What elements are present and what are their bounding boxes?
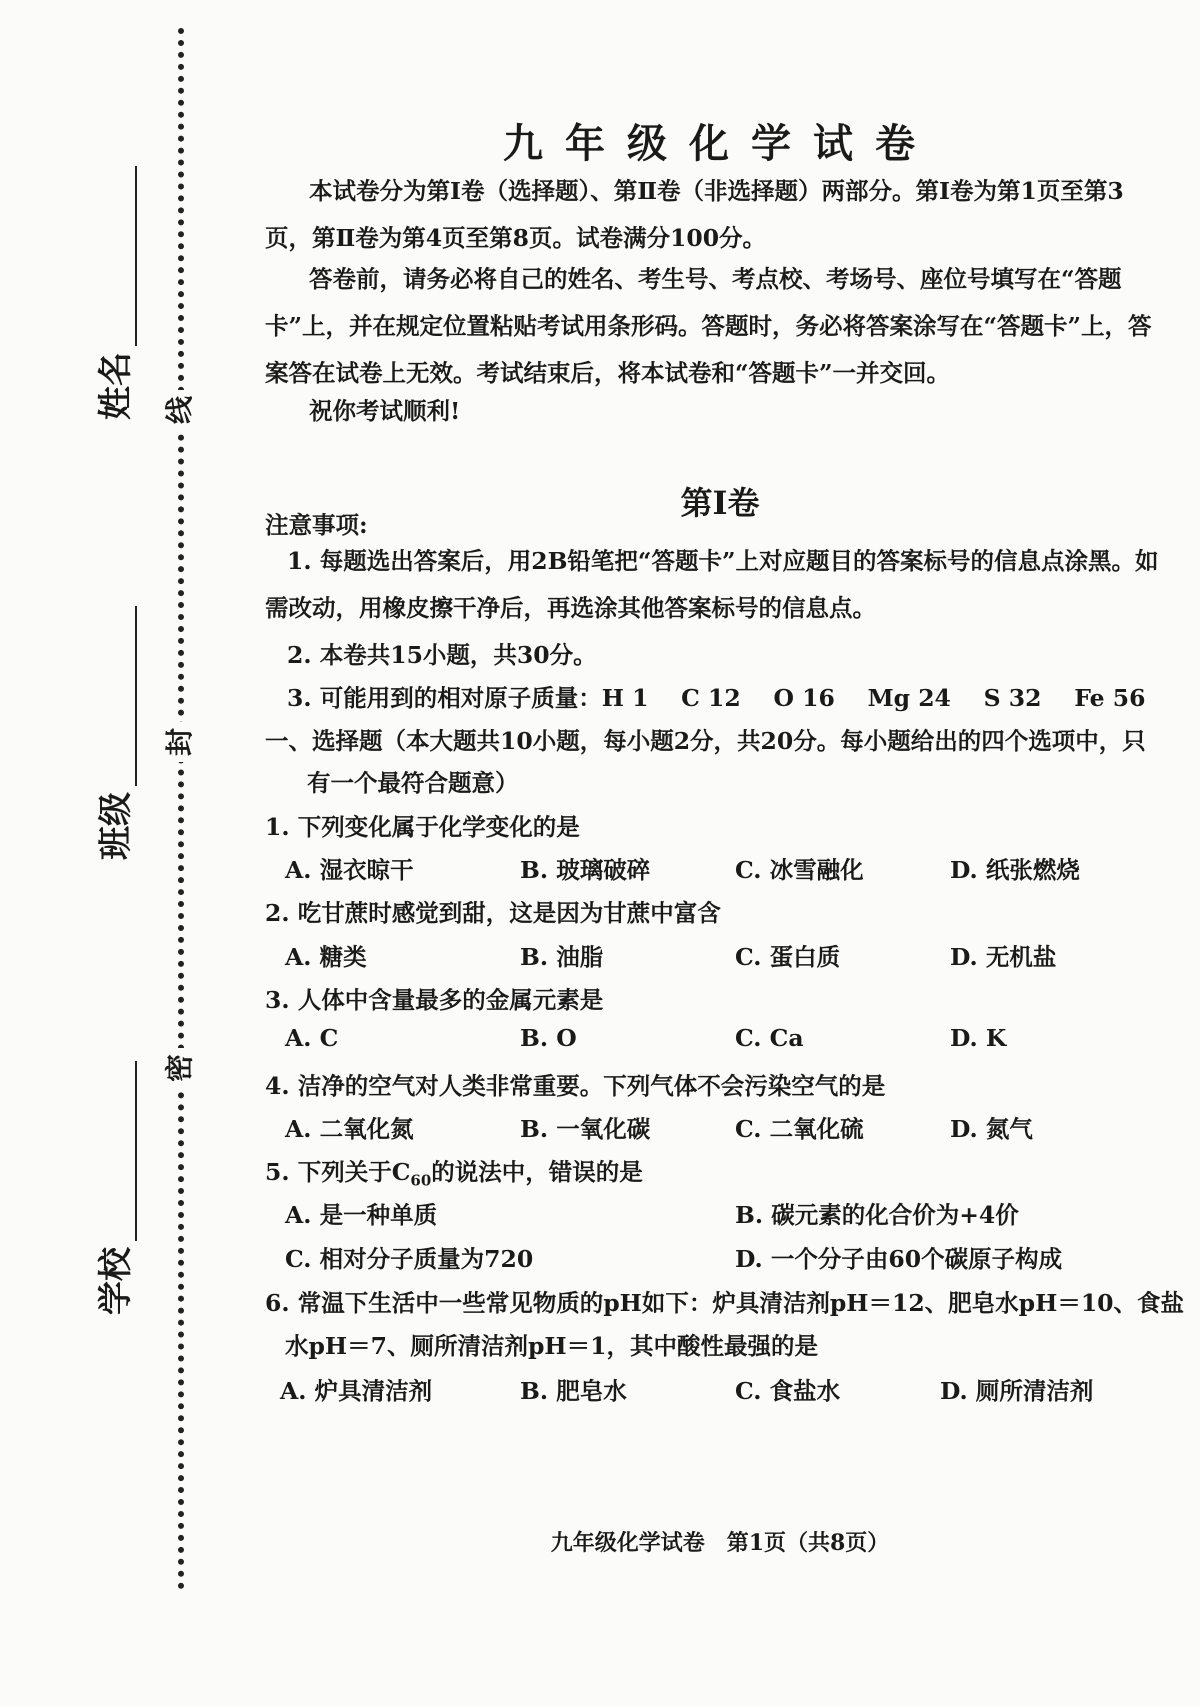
section-title: 第Ⅰ卷	[680, 484, 760, 522]
q5-option-a[interactable]: A. 是一种单质	[285, 1201, 438, 1229]
q4-option-d[interactable]: D. 氮气	[950, 1115, 1033, 1143]
question-6-stem-line1: 6. 常温下生活中一些常见物质的pH如下：炉具清洁剂pH＝12、肥皂水pH＝10、食盐	[265, 1289, 1185, 1317]
notice-heading: 注意事项:	[265, 511, 368, 539]
school-blank[interactable]	[105, 1061, 137, 1241]
q6-option-a[interactable]: A. 炉具清洁剂	[280, 1377, 433, 1405]
name-label: 姓名	[96, 352, 136, 420]
part1-heading-line1: 一、选择题（本大题共10小题，每小题2分，共20分。每小题给出的四个选项中，只	[265, 727, 1146, 755]
question-2-options	[285, 938, 1165, 972]
intro-paragraph-2: 答卷前，请务必将自己的姓名、考生号、考点校、考场号、座位号填写在“答题卡”上，并在规定位置粘贴考试用条形码。答题时，务必将答案涂写在“答题卡”上，答案答在试卷上无效。考试结束后，将本试卷和“答题卡”一并交回。	[265, 265, 1152, 387]
question-6-options	[280, 1372, 1165, 1406]
page-footer: 九年级化学试卷 第1页（共8页）	[550, 1530, 890, 1556]
notice-item-2: 2. 本卷共15小题，共30分。	[287, 641, 597, 669]
q1-option-a[interactable]: A. 湿衣晾干	[285, 856, 414, 884]
q2-option-d[interactable]: D. 无机盐	[950, 943, 1057, 971]
q6-option-b[interactable]: B. 肥皂水	[520, 1377, 627, 1405]
seal-word-mi: 密	[160, 1048, 200, 1088]
q3-option-a[interactable]: A. C	[285, 1024, 339, 1052]
school-field	[88, 1061, 137, 1315]
q5-stem-subscript: 60	[410, 1171, 432, 1190]
q5-stem-suffix: 的说法中，错误的是	[431, 1158, 643, 1186]
q4-option-c[interactable]: C. 二氧化硫	[735, 1115, 864, 1143]
class-field	[88, 606, 137, 860]
name-blank[interactable]	[105, 166, 137, 346]
question-4-stem: 4. 洁净的空气对人类非常重要。下列气体不会污染空气的是	[265, 1072, 886, 1100]
good-luck-text: 祝你考试顺利!	[309, 397, 461, 425]
q6-option-c[interactable]: C. 食盐水	[735, 1377, 841, 1405]
q1-option-c[interactable]: C. 冰雪融化	[735, 856, 864, 884]
q3-option-b[interactable]: B. O	[520, 1024, 577, 1052]
q3-option-c[interactable]: C. Ca	[735, 1024, 804, 1052]
school-label: 学校	[96, 1247, 136, 1315]
q5-stem-prefix: 5. 下列关于C	[265, 1158, 411, 1186]
q5-option-b[interactable]: B. 碳元素的化合价为+4价	[735, 1201, 1019, 1229]
question-5-options-row2	[285, 1240, 1165, 1274]
class-blank[interactable]	[105, 606, 137, 786]
q4-option-b[interactable]: B. 一氧化碳	[520, 1115, 651, 1143]
q5-option-c[interactable]: C. 相对分子质量为720	[285, 1245, 534, 1273]
name-field	[88, 166, 137, 420]
question-4-options	[285, 1110, 1165, 1144]
q3-option-d[interactable]: D. K	[950, 1024, 1007, 1052]
question-1-stem: 1. 下列变化属于化学变化的是	[265, 813, 580, 841]
binding-dotted-line	[178, 28, 184, 1590]
intro-paragraph-1: 本试卷分为第Ⅰ卷（选择题）、第Ⅱ卷（非选择题）两部分。第Ⅰ卷为第1页至第3页，第Ⅱ卷为第4页至第8页。试卷满分100分。	[265, 177, 1124, 252]
question-5-stem	[265, 1153, 643, 1190]
seal-word-feng: 封	[160, 722, 200, 762]
notice-item-3: 3. 可能用到的相对原子质量：H 1 C 12 O 16 Mg 24 S 32 Fe 56	[287, 684, 1146, 712]
q6-option-d[interactable]: D. 厕所清洁剂	[940, 1377, 1094, 1405]
q2-option-a[interactable]: A. 糖类	[285, 943, 367, 971]
question-3-options	[285, 1024, 1165, 1058]
q2-option-c[interactable]: C. 蛋白质	[735, 943, 841, 971]
question-3-stem: 3. 人体中含量最多的金属元素是	[265, 986, 604, 1014]
exam-title: 九年级化学试卷	[503, 120, 937, 167]
q1-option-b[interactable]: B. 玻璃破碎	[520, 856, 651, 884]
class-label: 班级	[96, 792, 136, 860]
notice-item-1: 1. 每题选出答案后，用2B铅笔把“答题卡”上对应题目的答案标号的信息点涂黑。如需改动，用橡皮擦干净后，再选涂其他答案标号的信息点。	[265, 547, 1159, 622]
question-6-stem-line2: 水pH＝7、厕所清洁剂pH＝1，其中酸性最强的是	[285, 1332, 818, 1360]
question-5-options-row1	[285, 1196, 1165, 1230]
part1-heading-line2: 有一个最符合题意）	[307, 769, 519, 797]
question-2-stem: 2. 吃甘蔗时感觉到甜，这是因为甘蔗中富含	[265, 899, 721, 927]
q2-option-b[interactable]: B. 油脂	[520, 943, 604, 971]
q5-option-d[interactable]: D. 一个分子由60个碳原子构成	[735, 1245, 1063, 1273]
q4-option-a[interactable]: A. 二氧化氮	[285, 1115, 414, 1143]
q1-option-d[interactable]: D. 纸张燃烧	[950, 856, 1080, 884]
question-1-options	[285, 851, 1165, 885]
seal-word-xian: 线	[160, 390, 200, 430]
